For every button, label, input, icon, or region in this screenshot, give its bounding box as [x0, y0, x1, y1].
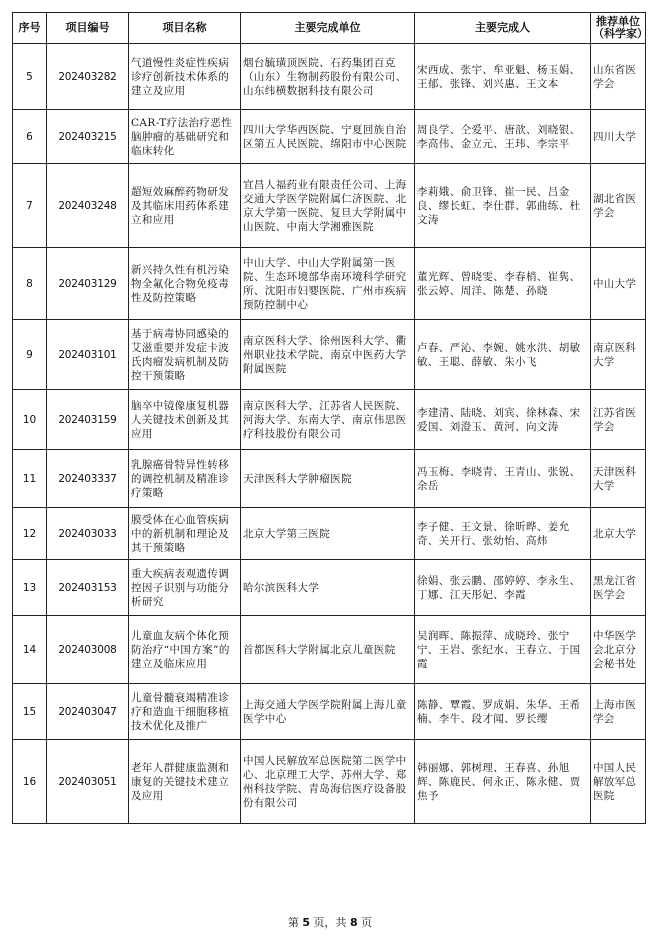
row-completing-units-cell: 南京医科大学、徐州医科大学、衢州职业技术学院、南京中医药大学附属医院: [241, 320, 415, 390]
row-project-name-cell: 超短效麻醉药物研发及其临床用药体系建立和应用: [129, 164, 241, 248]
table-header-row: [13, 13, 646, 44]
row-seq-cell: 6: [13, 110, 47, 164]
row-recommending-unit-cell: 南京医科大学: [591, 320, 646, 390]
table-row: [13, 684, 646, 740]
row-project-name-cell: 基于病毒协同感染的艾滋重要并发症卡波氏肉瘤发病机制及防控干预策略: [129, 320, 241, 390]
row-completing-units-cell: 宜昌人福药业有限责任公司、上海交通大学医学院附属仁济医院、北京大学第一医院、复旦大学附属中山医院、中南大学湘雅医院: [241, 164, 415, 248]
row-completing-units-cell: 哈尔滨医科大学: [241, 560, 415, 616]
row-recommending-unit-cell: 中国人民解放军总医院: [591, 740, 646, 824]
row-project-code-cell: 202403153: [47, 560, 129, 616]
row-project-name-cell: 老年人群健康监测和康复的关键技术建立及应用: [129, 740, 241, 824]
row-project-name-cell: 儿童血友病个体化预防治疗“中国方案”的建立及临床应用: [129, 616, 241, 684]
footer-prefix: 第: [287, 916, 303, 929]
footer-middle: 页，共: [310, 916, 350, 929]
row-completing-persons-cell: 陈静、覃霞、罗成娟、朱华、王希楠、李牛、段才闻、罗长缨: [415, 684, 591, 740]
row-project-name-cell: 新兴持久性有机污染物全氟化合物免疫毒性及防控策略: [129, 248, 241, 320]
table-row: [13, 450, 646, 508]
row-project-name-cell: 乳腺癌骨特异性转移的调控机制及精准诊疗策略: [129, 450, 241, 508]
row-project-name-cell: 儿童骨髓衰竭精准诊疗和造血干细胞移植技术优化及推广: [129, 684, 241, 740]
row-project-code-cell: 202403248: [47, 164, 129, 248]
row-project-code-cell: 202403047: [47, 684, 129, 740]
header-project-code: 项目编号: [47, 13, 129, 44]
row-completing-units-cell: 上海交通大学医学院附属上海儿童医学中心: [241, 684, 415, 740]
row-completing-persons-cell: 周良学、仝爱平、唐歆、刘晓银、李高伟、金立元、王玮、李宗平: [415, 110, 591, 164]
header-recommending-unit-line2: （科学家）: [593, 27, 648, 40]
row-recommending-unit-cell: 上海市医学会: [591, 684, 646, 740]
row-project-code-cell: 202403101: [47, 320, 129, 390]
row-completing-persons-cell: 宋西成、张宇、牟亚魁、杨玉娟、王郁、张锋、刘兴惠、王文本: [415, 44, 591, 110]
row-seq-cell: 5: [13, 44, 47, 110]
row-project-code-cell: 202403129: [47, 248, 129, 320]
row-recommending-unit-cell: 北京大学: [591, 508, 646, 560]
table-row: [13, 164, 646, 248]
footer-page-number: 5: [302, 916, 310, 929]
table-row: [13, 320, 646, 390]
header-seq: 序号: [13, 13, 47, 44]
row-recommending-unit-cell: 四川大学: [591, 110, 646, 164]
row-recommending-unit-cell: 湖北省医学会: [591, 164, 646, 248]
table-row: [13, 110, 646, 164]
table-row: [13, 508, 646, 560]
row-seq-cell: 9: [13, 320, 47, 390]
row-completing-units-cell: 四川大学华西医院、宁夏回族自治区第五人民医院、绵阳市中心医院: [241, 110, 415, 164]
row-seq-cell: 15: [13, 684, 47, 740]
row-seq-cell: 12: [13, 508, 47, 560]
row-seq-cell: 7: [13, 164, 47, 248]
row-project-code-cell: 202403337: [47, 450, 129, 508]
award-projects-table: [12, 12, 646, 824]
row-completing-units-cell: 天津医科大学肿瘤医院: [241, 450, 415, 508]
row-completing-persons-cell: 李莉娥、俞卫锋、崔一民、吕金良、缪长虹、李仕群、郭曲练、杜文涛: [415, 164, 591, 248]
row-project-name-cell: 重大疾病表观遗传调控因子识别与功能分析研究: [129, 560, 241, 616]
row-recommending-unit-cell: 中山大学: [591, 248, 646, 320]
row-completing-units-cell: 烟台毓璜顶医院、石药集团百克（山东）生物制药股份有限公司、山东纬横数据科技有限公司: [241, 44, 415, 110]
row-project-name-cell: 气道慢性炎症性疾病诊疗创新技术体系的建立及应用: [129, 44, 241, 110]
row-recommending-unit-cell: 黑龙江省医学会: [591, 560, 646, 616]
row-seq-cell: 13: [13, 560, 47, 616]
row-project-code-cell: 202403008: [47, 616, 129, 684]
row-seq-cell: 11: [13, 450, 47, 508]
table-body: [13, 44, 646, 824]
header-project-name: 项目名称: [129, 13, 241, 44]
row-seq-cell: 14: [13, 616, 47, 684]
row-project-code-cell: 202403282: [47, 44, 129, 110]
table-row: [13, 616, 646, 684]
row-seq-cell: 8: [13, 248, 47, 320]
row-seq-cell: 10: [13, 390, 47, 450]
table-row: [13, 390, 646, 450]
row-recommending-unit-cell: 山东省医学会: [591, 44, 646, 110]
row-completing-persons-cell: 董光辉、曾晓雯、李春梢、崔隽、张云婷、周洋、陈楚、孙晓: [415, 248, 591, 320]
row-completing-persons-cell: 李建清、陆晓、刘宾、徐林森、宋爱国、刘澄玉、黄河、向文涛: [415, 390, 591, 450]
table-row: [13, 44, 646, 110]
row-completing-units-cell: 南京医科大学、江苏省人民医院、河海大学、东南大学、南京伟思医疗科技股份有限公司: [241, 390, 415, 450]
row-completing-persons-cell: 韩丽娜、郭树理、王春喜、孙旭辉、陈鹿民、何永正、陈永健、贾焦予: [415, 740, 591, 824]
row-recommending-unit-cell: 天津医科大学: [591, 450, 646, 508]
row-completing-persons-cell: 冯玉梅、李晓青、王青山、张锐、余岳: [415, 450, 591, 508]
row-completing-persons-cell: 徐娟、张云鹏、邵婷婷、李永生、丁娜、江天彤妃、李霞: [415, 560, 591, 616]
header-completing-units: 主要完成单位: [241, 13, 415, 44]
table-row: [13, 248, 646, 320]
row-completing-units-cell: 中山大学、中山大学附属第一医院、生态环境部华南环境科学研究所、沈阳市妇婴医院、广州市疾病预防控制中心: [241, 248, 415, 320]
row-completing-persons-cell: 李子健、王文景、徐昕晔、姜允奇、关开行、张幼怡、高炜: [415, 508, 591, 560]
header-recommending-unit-line1: 推荐单位: [596, 15, 640, 28]
row-project-name-cell: 脑卒中镜像康复机器人关键技术创新及其应用: [129, 390, 241, 450]
row-project-name-cell: 膜受体在心血管疾病中的新机制和理论及其干预策略: [129, 508, 241, 560]
table-row: [13, 560, 646, 616]
row-completing-persons-cell: 吴润晖、陈振萍、成晓玲、张宁宁、王岩、张纪水、王春立、于国霞: [415, 616, 591, 684]
row-project-name-cell: CAR-T疗法治疗恶性脑肿瘤的基础研究和临床转化: [129, 110, 241, 164]
row-recommending-unit-cell: 中华医学会北京分会秘书处: [591, 616, 646, 684]
footer-total-pages: 8: [350, 916, 358, 929]
header-recommending-unit: [591, 13, 646, 44]
row-completing-units-cell: 中国人民解放军总医院第二医学中心、北京理工大学、苏州大学、郑州科技学院、青岛海信医疗设备股份有限公司: [241, 740, 415, 824]
row-project-code-cell: 202403159: [47, 390, 129, 450]
footer-suffix: 页: [357, 916, 373, 929]
row-project-code-cell: 202403033: [47, 508, 129, 560]
row-completing-units-cell: 北京大学第三医院: [241, 508, 415, 560]
table-row: [13, 740, 646, 824]
row-project-code-cell: 202403215: [47, 110, 129, 164]
row-completing-persons-cell: 卢春、严沁、李婉、姚水洪、胡敏敏、王聪、薛敏、朱小飞: [415, 320, 591, 390]
row-seq-cell: 16: [13, 740, 47, 824]
row-project-code-cell: 202403051: [47, 740, 129, 824]
row-completing-units-cell: 首都医科大学附属北京儿童医院: [241, 616, 415, 684]
header-completing-persons: 主要完成人: [415, 13, 591, 44]
page-footer: [0, 914, 660, 930]
row-recommending-unit-cell: 江苏省医学会: [591, 390, 646, 450]
